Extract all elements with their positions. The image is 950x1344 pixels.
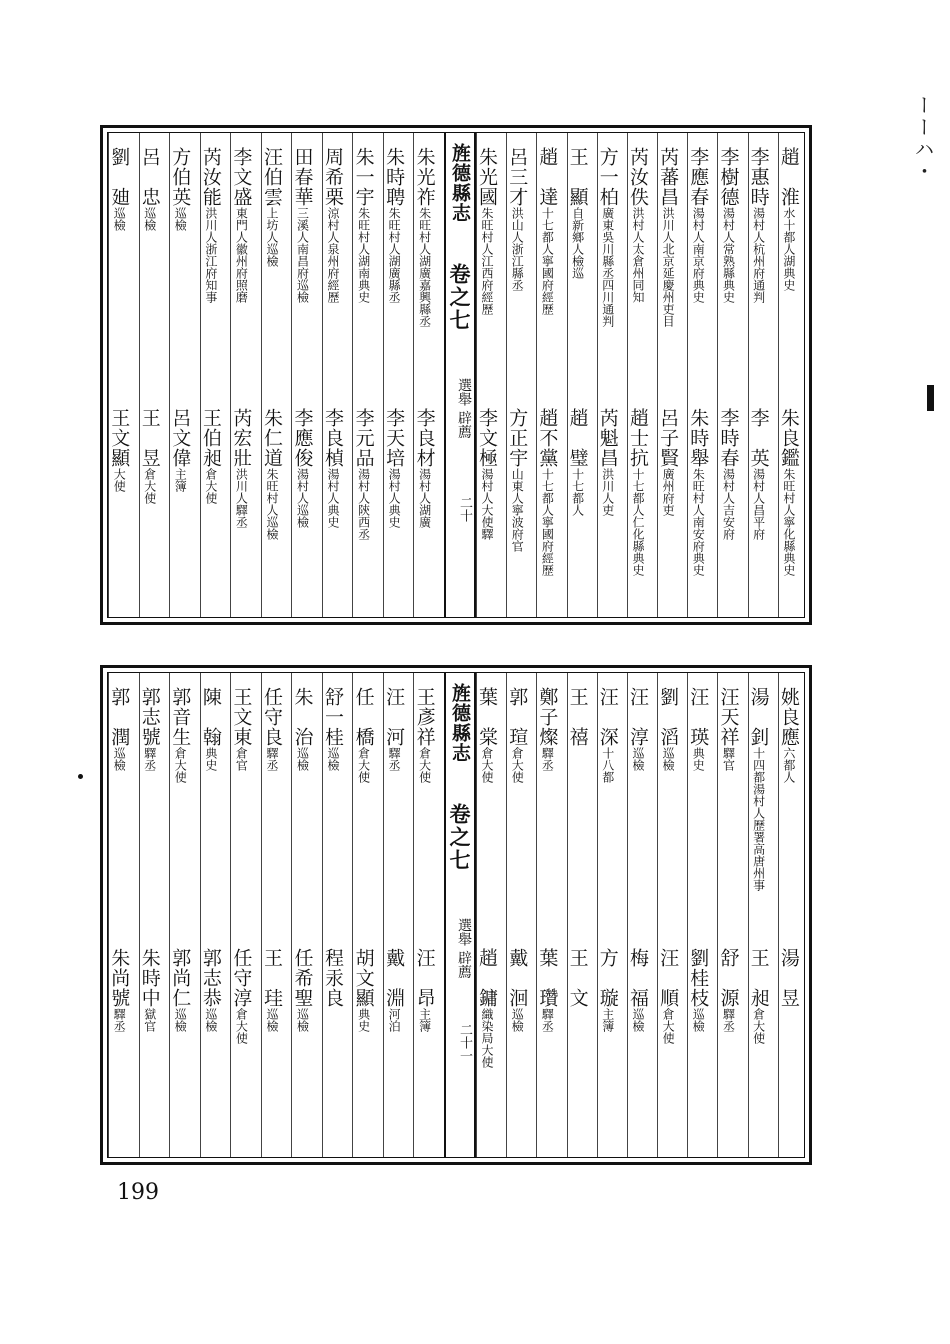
entry [657, 687, 680, 771]
entry-note: 六都人 [781, 747, 796, 783]
entry-name: 朱尚號 [108, 948, 131, 1008]
entry-note: 湯村人典史 [326, 468, 341, 528]
entry-name: 汪 昂 [413, 948, 436, 1008]
entry [169, 147, 192, 231]
entry-name: 朱良鑑 [777, 408, 800, 468]
edge-marks: ーーハ・ [911, 95, 935, 183]
entry-note: 洪川人吏 [600, 468, 615, 516]
entry-name: 鄭子燦 [536, 687, 559, 747]
entry-note: 洪山人浙江縣丞 [510, 207, 525, 291]
entry-name: 趙不黨 [536, 408, 559, 468]
entry-name: 周希栗 [322, 147, 345, 207]
entry [322, 948, 345, 1008]
entry-note: 倉官 [234, 747, 249, 771]
entry-name: 任 橋 [352, 687, 375, 747]
entry-note: 巡檢 [510, 1008, 525, 1032]
entry [108, 948, 131, 1032]
entry-note: 巡檢 [173, 1008, 188, 1032]
entry-name: 舒 源 [717, 948, 740, 1008]
entry [567, 687, 587, 747]
spine-folio: 二十 [457, 496, 472, 522]
entry-name: 汪伯雲 [260, 147, 283, 207]
page-number: 199 [117, 1180, 159, 1205]
entry-note: 上坊人巡檢 [264, 207, 279, 267]
entry-name: 汪 順 [657, 948, 680, 1008]
entry-name: 朱光國 [476, 147, 499, 207]
entry-note: 廣州府吏 [661, 468, 676, 516]
entry-name: 劉 廸 [108, 147, 131, 207]
entry-name: 芮魁昌 [596, 408, 619, 468]
entry-name: 王文顯 [108, 408, 131, 468]
entry [353, 147, 373, 303]
entry-name: 朱時中 [138, 948, 161, 1008]
spine-title: 旌德縣志 [449, 683, 471, 763]
entry [476, 408, 499, 540]
entry [169, 408, 192, 492]
entry-name: 汪 淳 [626, 687, 649, 747]
entry-note: 河泊 [387, 1008, 402, 1032]
entry [687, 687, 710, 771]
entry [778, 948, 798, 1008]
entry [657, 147, 680, 327]
entry [108, 408, 131, 492]
entry-note: 十七都人寧國府經歷 [540, 468, 555, 576]
entry-note: 洪川人北京延慶州吏目 [661, 207, 676, 327]
entry-name: 王 文 [566, 948, 589, 1008]
spine-volume: 卷之七 [447, 263, 472, 332]
margin-dot [78, 774, 83, 779]
entry-note: 洪川人浙江府知事 [203, 207, 218, 303]
entry [353, 948, 373, 1032]
entry [627, 147, 647, 303]
entry-name: 李文盛 [230, 147, 253, 207]
entry-note: 主簿 [417, 1008, 432, 1032]
entry-note: 巡檢 [691, 1008, 706, 1032]
entry [657, 408, 680, 516]
edge-bar [927, 385, 934, 411]
entry-note: 自新鄉人檢巡 [570, 207, 585, 279]
entry-name: 李樹德 [717, 147, 740, 207]
entry-note: 洪村人太倉州同知 [630, 207, 645, 303]
entry [748, 948, 768, 1044]
entry-note: 巡檢 [326, 747, 341, 771]
entry [383, 687, 406, 771]
entry-note: 倉大使 [173, 747, 188, 783]
entry [506, 408, 529, 552]
entry-note: 湯村人陝西丞 [356, 468, 371, 540]
entry-note: 東門人徽州府照磨 [234, 207, 249, 303]
entry-note: 巡檢 [630, 747, 645, 771]
entry [414, 147, 434, 327]
entry [261, 948, 281, 1032]
entry [108, 687, 131, 771]
entry-name: 郭尚仁 [169, 948, 192, 1008]
entry-note: 織染局大使 [480, 1008, 495, 1068]
entry-note: 驛官 [721, 747, 736, 771]
spine-volume: 卷之七 [447, 803, 472, 872]
entry [292, 408, 312, 528]
entry-note: 十七都人仁化縣典史 [630, 468, 645, 576]
entry-note: 驛丞 [387, 747, 402, 771]
entry-name: 戴 洄 [506, 948, 529, 1008]
entry-note: 湯村人南京府典史 [691, 207, 706, 303]
entry-note: 朱旺村人湖廣縣丞 [387, 207, 402, 303]
entry [230, 948, 253, 1044]
entry-name: 呂三才 [506, 147, 529, 207]
entry-name: 郭志恭 [199, 948, 222, 1008]
entry-name: 胡文顯 [352, 948, 375, 1008]
entry [230, 687, 253, 771]
entry-name: 王彥祥 [413, 687, 436, 747]
entry-note: 主簿 [173, 468, 188, 492]
entry-note: 朱旺村人湖南典史 [356, 207, 371, 303]
entry [261, 147, 281, 267]
entry [322, 687, 345, 771]
entry-name: 李元品 [352, 408, 375, 468]
bottom-page [100, 665, 812, 1165]
entry-name: 汪 河 [383, 687, 406, 747]
entry-name: 王伯昶 [199, 408, 222, 468]
entry-note: 湯村人昌平府 [751, 468, 766, 540]
entry [261, 408, 281, 540]
entry-name: 劉 滔 [657, 687, 680, 747]
entry-name: 姚良應 [777, 687, 800, 747]
entry [139, 147, 159, 231]
entry-note: 倉大使 [142, 468, 157, 504]
entry-note: 湯村人大使驛 [480, 468, 495, 540]
entry-note: 巡檢 [264, 1008, 279, 1032]
entry-name: 呂文偉 [169, 408, 192, 468]
entry-note: 巡檢 [203, 1008, 218, 1032]
entry-note: 朱旺村人湖廣嘉興縣丞 [417, 207, 432, 327]
entry-name: 舒一桂 [322, 687, 345, 747]
entry [748, 687, 768, 891]
entry-name: 李時春 [717, 408, 740, 468]
entry-name: 呂 忠 [138, 147, 161, 207]
entry [200, 147, 220, 303]
entry [597, 408, 617, 516]
entry-name: 呂子賢 [657, 408, 680, 468]
entry-name: 方伯英 [169, 147, 192, 207]
entry-name: 王 昱 [138, 408, 161, 468]
entry [292, 687, 312, 771]
entry-name: 戴 淵 [383, 948, 406, 1008]
entry [567, 147, 587, 279]
entry [536, 408, 559, 576]
spine-section: 選舉 辟薦 [456, 378, 472, 439]
entry [200, 408, 220, 504]
entry-note: 巡檢 [173, 207, 188, 231]
entry-note: 洪川人驛丞 [234, 468, 249, 528]
entry [748, 408, 768, 540]
entry-name: 郭音生 [169, 687, 192, 747]
entry [230, 147, 253, 303]
entry [627, 408, 647, 576]
entry-name: 郭 瑄 [506, 687, 529, 747]
entry-name: 程汞良 [322, 948, 345, 1008]
entry-note: 倉大使 [234, 1008, 249, 1044]
entry-note: 涼村人泉州府經歷 [326, 207, 341, 303]
spine-section: 選舉 辟薦 [456, 918, 472, 979]
entry-name: 李良楨 [322, 408, 345, 468]
entry-name: 李應俊 [291, 408, 314, 468]
entry [627, 948, 647, 1032]
entry-name: 汪 瑛 [687, 687, 710, 747]
entry-note: 巡檢 [295, 1008, 310, 1032]
entry [506, 687, 529, 783]
entry-note: 湯村人常熟縣典史 [721, 207, 736, 303]
entry-name: 朱時聘 [383, 147, 406, 207]
spine [444, 133, 476, 617]
entry-note: 十四都湯村人歷署高唐州事 [751, 747, 766, 891]
entry [414, 948, 434, 1032]
entry-note: 山東人寧波府官 [510, 468, 525, 552]
entry-note: 十七都人寧國府經歷 [540, 207, 555, 315]
entry [748, 147, 768, 303]
entry-name: 芮蕃昌 [657, 147, 680, 207]
entry-name: 趙 鏞 [476, 948, 499, 1008]
entry-note: 倉大使 [751, 1008, 766, 1044]
entry [687, 147, 710, 303]
entry-name: 王文東 [230, 687, 253, 747]
entry [627, 687, 647, 771]
entry [506, 948, 529, 1032]
entry [476, 147, 499, 315]
entry-name: 湯 昱 [777, 948, 800, 1008]
entry [292, 147, 312, 303]
entry [718, 147, 738, 303]
entry-name: 李天培 [383, 408, 406, 468]
entry-note: 朱旺村人南安府典史 [691, 468, 706, 576]
entry-note: 十八都 [600, 747, 615, 783]
entry [718, 948, 738, 1032]
entry-name: 王 禧 [566, 687, 589, 747]
entry-name: 趙 達 [536, 147, 559, 207]
entry [353, 687, 373, 783]
entry-note: 巡檢 [295, 747, 310, 771]
entry-name: 方 璇 [596, 948, 619, 1008]
entry [383, 147, 406, 303]
entry [261, 687, 281, 771]
entry [657, 948, 680, 1044]
top-page-frame [107, 132, 805, 618]
entry [536, 147, 559, 315]
entry-note: 倉大使 [356, 747, 371, 783]
entry-note: 驛丞 [264, 747, 279, 771]
entry-name: 李應春 [687, 147, 710, 207]
entry-note: 倉大使 [480, 747, 495, 783]
entry-note: 巡檢 [661, 747, 676, 771]
entry-name: 任希聖 [291, 948, 314, 1008]
entry-note: 十七都人 [570, 468, 585, 516]
entry [292, 948, 312, 1032]
entry-name: 趙 淮 [777, 147, 800, 207]
entry-note: 朱旺村人寧化縣典史 [781, 468, 796, 576]
entry [322, 147, 345, 303]
entry-name: 朱仁道 [260, 408, 283, 468]
entry-name: 陳 翰 [199, 687, 222, 747]
entry [476, 948, 499, 1068]
entry-note: 湯村人巡檢 [295, 468, 310, 528]
entry-name: 汪天祥 [717, 687, 740, 747]
entry-name: 王 昶 [747, 948, 770, 1008]
entry-name: 汪 深 [596, 687, 619, 747]
entry-note: 巡檢 [112, 747, 127, 771]
entry-note: 驛丞 [112, 1008, 127, 1032]
entry-name: 郭 潤 [108, 687, 131, 747]
entry-note: 三溪人南昌府巡檢 [295, 207, 310, 303]
entry [687, 408, 710, 576]
entry [597, 687, 617, 783]
entry [169, 687, 192, 783]
entry-note: 主簿 [600, 1008, 615, 1032]
entry-note: 湯村人典史 [387, 468, 402, 528]
entry-note: 倉大使 [661, 1008, 676, 1044]
entry-name: 李良材 [413, 408, 436, 468]
entry [230, 408, 253, 528]
entry [169, 948, 192, 1032]
entry [506, 147, 529, 291]
entry-note: 典史 [691, 747, 706, 771]
entry [476, 687, 499, 783]
entry [718, 408, 738, 540]
entry [536, 948, 559, 1032]
entry-name: 朱光祚 [413, 147, 436, 207]
entry-name: 趙士抗 [626, 408, 649, 468]
entry-name: 郭志號 [138, 687, 161, 747]
bottom-page-frame [107, 672, 805, 1158]
entry-note: 巡檢 [142, 207, 157, 231]
entry-note: 倉大使 [203, 468, 218, 504]
spine-folio: 二十一 [457, 1023, 472, 1062]
entry-note: 朱旺村人巡檢 [264, 468, 279, 540]
entry-name: 王 顯 [566, 147, 589, 207]
entry-note: 湯村人杭州府通判 [751, 207, 766, 303]
entry [687, 948, 710, 1032]
entry-name: 方正宇 [506, 408, 529, 468]
entry-note: 驛丞 [721, 1008, 736, 1032]
entry-name: 芮汝佚 [626, 147, 649, 207]
entry [414, 687, 434, 783]
entry-name: 芮汝能 [199, 147, 222, 207]
spine-title: 旌德縣志 [449, 143, 471, 223]
entry-name: 葉 瓚 [536, 948, 559, 1008]
entry [139, 408, 159, 504]
entry-note: 朱旺村人江西府經歷 [480, 207, 495, 315]
entry-name: 芮宏壯 [230, 408, 253, 468]
entry [778, 687, 798, 783]
entry-name: 李文極 [476, 408, 499, 468]
entry [108, 147, 131, 231]
entry [200, 948, 220, 1032]
entry [383, 408, 406, 528]
entry-name: 劉桂枝 [687, 948, 710, 1008]
entry [414, 408, 434, 528]
entry [718, 687, 738, 771]
entry [139, 687, 159, 771]
entry [536, 687, 559, 771]
entry-note: 典史 [356, 1008, 371, 1032]
entry-note: 湯村人吉安府 [721, 468, 736, 540]
entry [778, 147, 798, 291]
entry [200, 687, 220, 771]
spine [444, 673, 476, 1157]
entry [139, 948, 159, 1032]
entry-name: 李 英 [747, 408, 770, 468]
entry-name: 朱一宇 [352, 147, 375, 207]
entry-name: 朱 治 [291, 687, 314, 747]
entry-note: 典史 [203, 747, 218, 771]
entry-name: 李惠時 [747, 147, 770, 207]
entry-note: 大使 [112, 468, 127, 492]
entry-name: 任守淳 [230, 948, 253, 1008]
entry-name: 梅 福 [626, 948, 649, 1008]
entry-note: 獄官 [142, 1008, 157, 1032]
entry [322, 408, 345, 528]
entry-name: 任守良 [260, 687, 283, 747]
entry-name: 朱時舉 [687, 408, 710, 468]
entry [567, 948, 587, 1008]
entry-name: 湯 釗 [747, 687, 770, 747]
entry-note: 巡檢 [630, 1008, 645, 1032]
entry-name: 葉 棠 [476, 687, 499, 747]
entry-name: 王 珪 [260, 948, 283, 1008]
entry [353, 408, 373, 540]
entry-note: 驛丞 [540, 1008, 555, 1032]
entry-note: 驛丞 [540, 747, 555, 771]
entry [597, 147, 617, 327]
top-page [100, 125, 812, 625]
entry-note: 湯村人湖廣 [417, 468, 432, 528]
entry-note: 倉大使 [417, 747, 432, 783]
entry-note: 巡檢 [112, 207, 127, 231]
entry-name: 方一柏 [596, 147, 619, 207]
entry-note: 水十都人湖典史 [781, 207, 796, 291]
entry-note: 倉大使 [510, 747, 525, 783]
entry-name: 趙 璧 [566, 408, 589, 468]
entry-note: 廣東吳川縣丞四川通判 [600, 207, 615, 327]
entry [597, 948, 617, 1032]
entry [383, 948, 406, 1032]
entry [778, 408, 798, 576]
entry-name: 田春華 [291, 147, 314, 207]
entry [567, 408, 587, 516]
entry-note: 驛丞 [142, 747, 157, 771]
